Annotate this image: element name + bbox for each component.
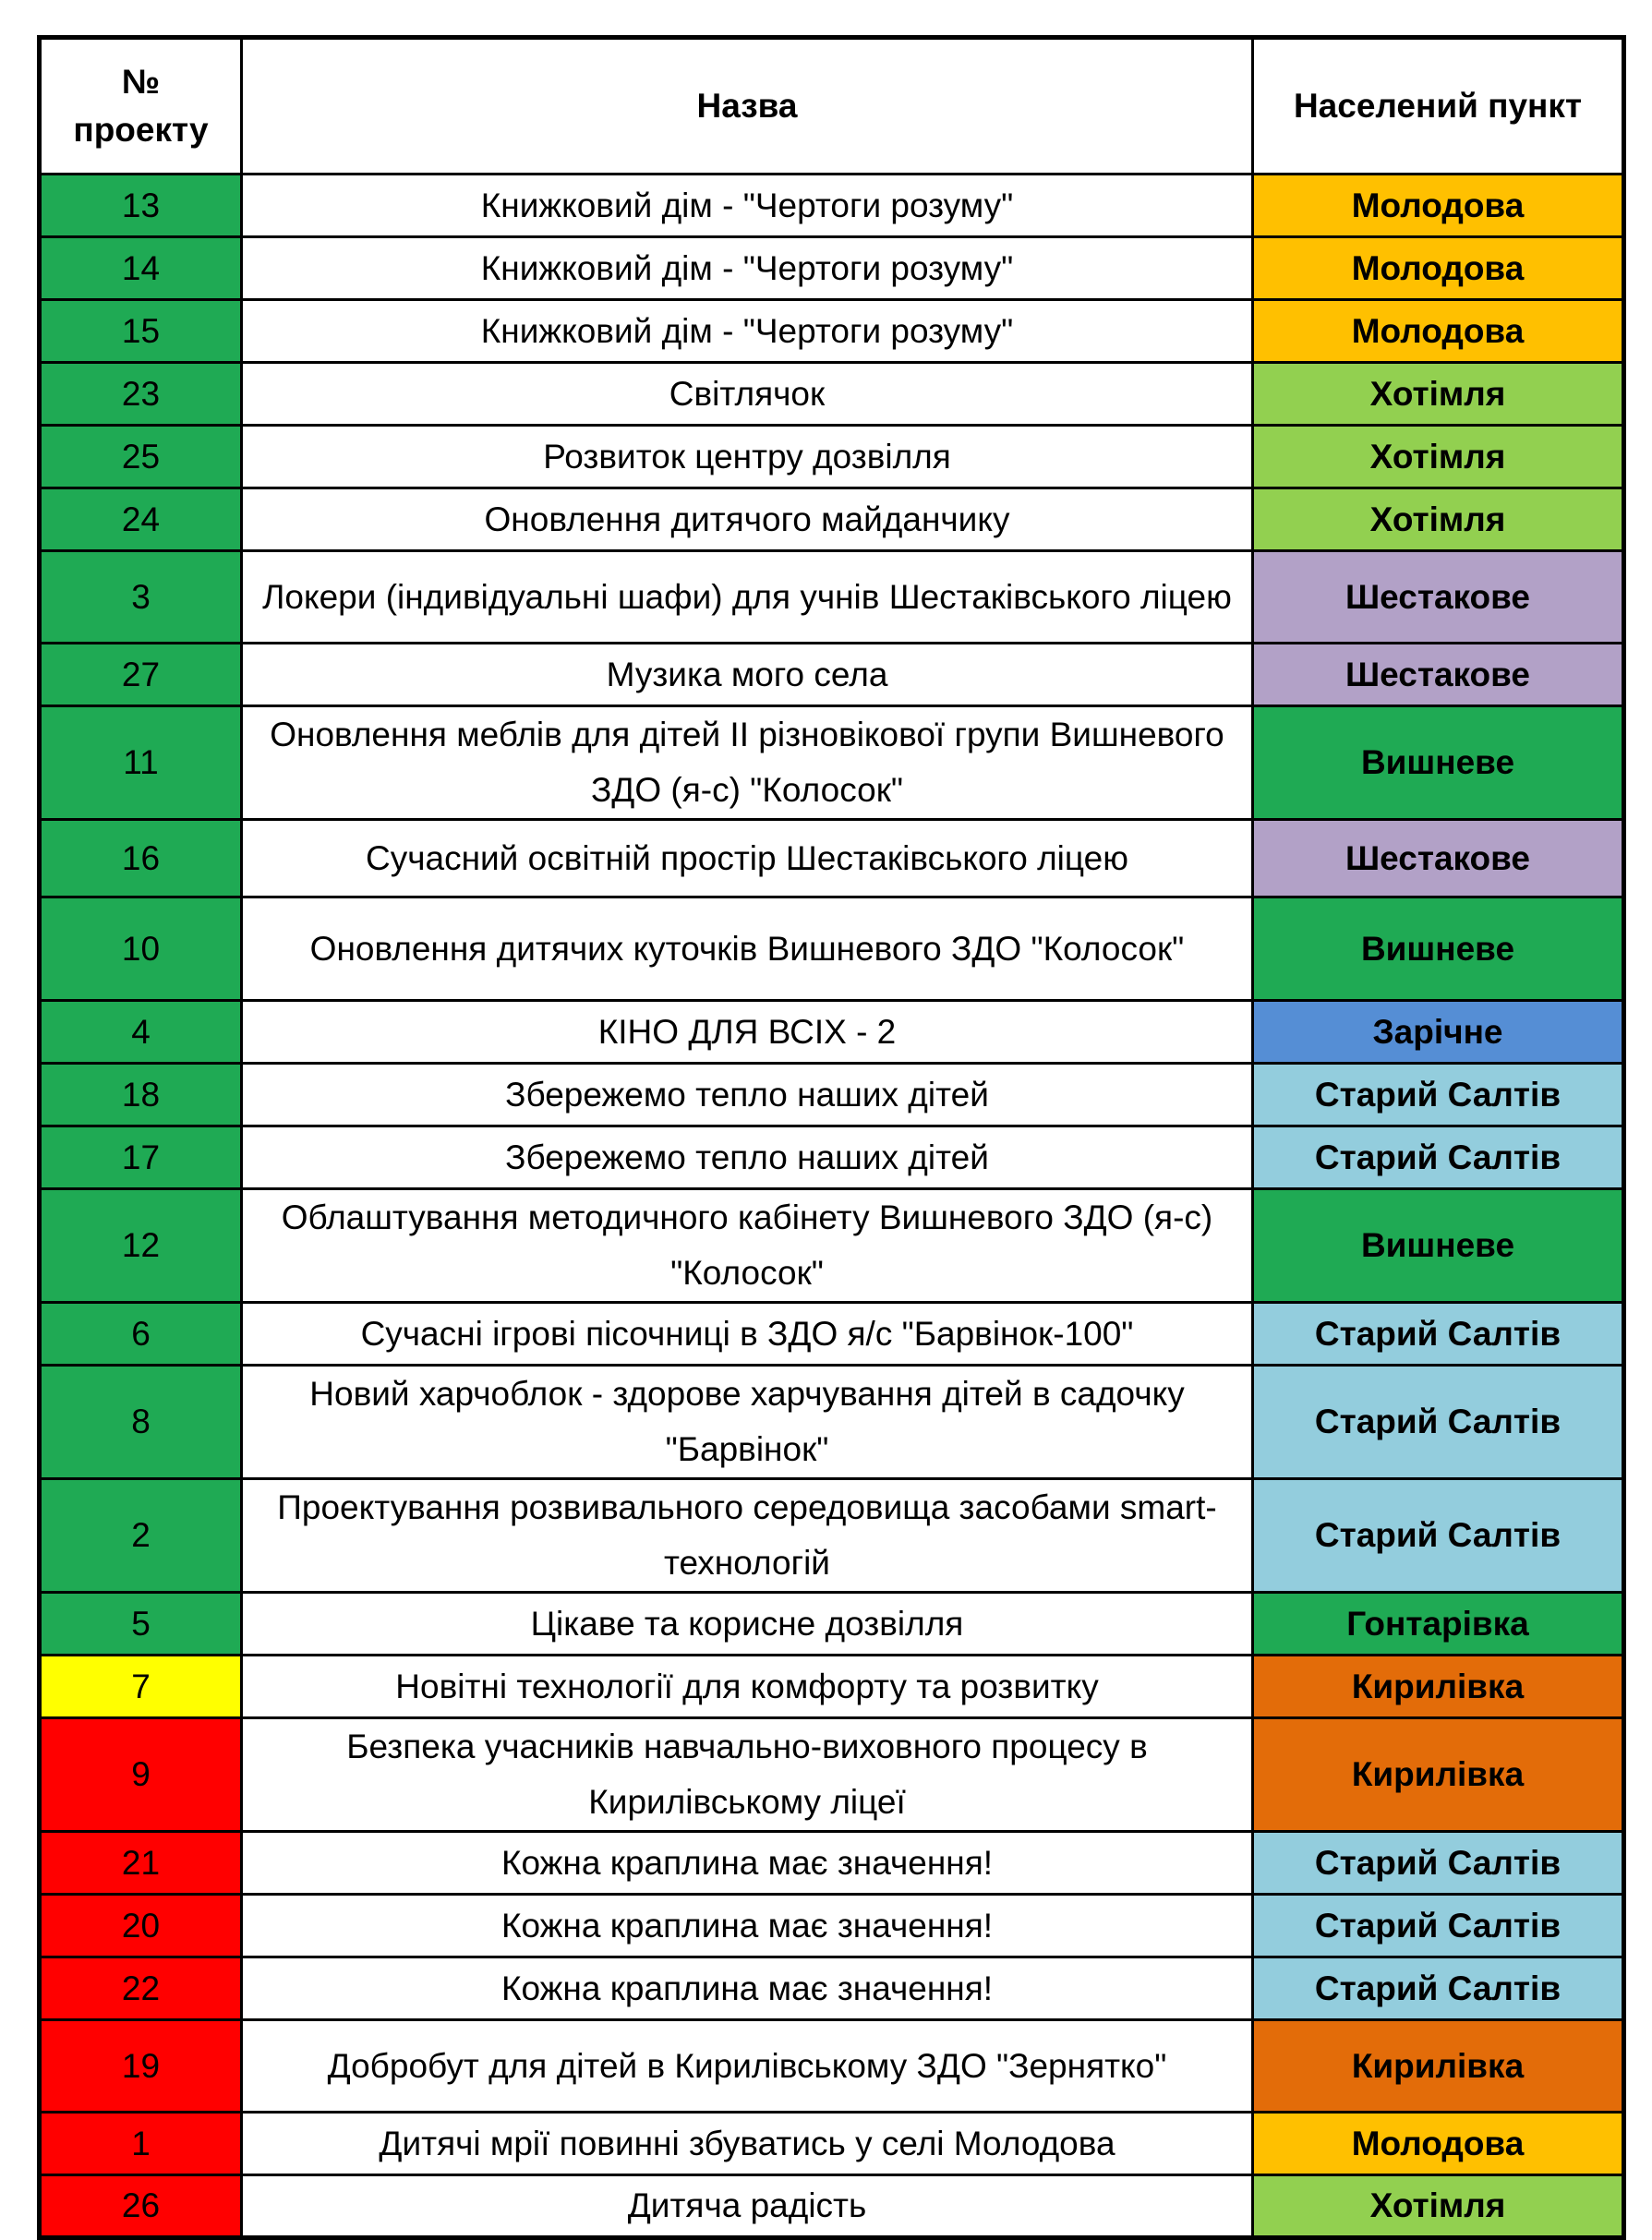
settlement-cell: Гонтарівка — [1253, 1593, 1624, 1656]
table-row — [40, 1895, 1624, 1957]
table-row — [40, 1366, 1624, 1479]
table-row — [40, 820, 1624, 897]
project-name-cell: Книжковий дім - "Чертоги розуму" — [242, 175, 1253, 237]
project-number-cell: 26 — [40, 2175, 242, 2238]
header-settlement: Населений пункт — [1253, 38, 1624, 175]
project-name-cell: Облаштування методичного кабінету Вишневого ЗДО (я-с) "Колосок" — [242, 1189, 1253, 1303]
project-number-cell: 25 — [40, 426, 242, 488]
settlement-cell: Старий Салтів — [1253, 1895, 1624, 1957]
project-name-cell: КІНО ДЛЯ ВСІХ - 2 — [242, 1001, 1253, 1064]
project-name-cell: Сучасні ігрові пісочниці в ЗДО я/с "Барвінок-100" — [242, 1303, 1253, 1366]
project-number-cell: 24 — [40, 488, 242, 551]
settlement-cell: Вишневе — [1253, 706, 1624, 820]
project-name-cell: Збережемо тепло наших дітей — [242, 1126, 1253, 1189]
table-row — [40, 1718, 1624, 1832]
settlement-cell: Молодова — [1253, 300, 1624, 363]
table-row — [40, 426, 1624, 488]
project-name-cell: Добробут для дітей в Кирилівському ЗДО "Зернятко" — [242, 2020, 1253, 2113]
settlement-cell: Зарічне — [1253, 1001, 1624, 1064]
table-row — [40, 2020, 1624, 2113]
table-row — [40, 1001, 1624, 1064]
project-number-cell: 19 — [40, 2020, 242, 2113]
project-name-cell: Новітні технології для комфорту та розвитку — [242, 1656, 1253, 1718]
project-name-cell: Кожна краплина має значення! — [242, 1832, 1253, 1895]
settlement-cell: Старий Салтів — [1253, 1303, 1624, 1366]
project-name-cell: Проектування розвивального середовища засобами smart-технологій — [242, 1479, 1253, 1593]
settlement-cell: Вишневе — [1253, 897, 1624, 1001]
table-row — [40, 1126, 1624, 1189]
project-name-cell: Оновлення дитячого майданчику — [242, 488, 1253, 551]
project-name-cell: Світлячок — [242, 363, 1253, 426]
table-row — [40, 1656, 1624, 1718]
settlement-cell: Старий Салтів — [1253, 1479, 1624, 1593]
settlement-cell: Хотімля — [1253, 488, 1624, 551]
project-number-cell: 8 — [40, 1366, 242, 1479]
settlement-cell: Шестакове — [1253, 644, 1624, 706]
table-row — [40, 1479, 1624, 1593]
project-name-cell: Локери (індивідуальні шафи) для учнів Шестаківського ліцею — [242, 551, 1253, 644]
project-number-cell: 16 — [40, 820, 242, 897]
project-number-cell: 1 — [40, 2113, 242, 2175]
table-row — [40, 488, 1624, 551]
project-number-cell: 6 — [40, 1303, 242, 1366]
settlement-cell: Старий Салтів — [1253, 1126, 1624, 1189]
table-row — [40, 363, 1624, 426]
table-row — [40, 1957, 1624, 2020]
table-row — [40, 551, 1624, 644]
table-row — [40, 897, 1624, 1001]
project-name-cell: Кожна краплина має значення! — [242, 1957, 1253, 2020]
project-number-cell: 27 — [40, 644, 242, 706]
table-row — [40, 1832, 1624, 1895]
project-number-cell: 14 — [40, 237, 242, 300]
project-name-cell: Дитяча радість — [242, 2175, 1253, 2238]
settlement-cell: Вишневе — [1253, 1189, 1624, 1303]
settlement-cell: Старий Салтів — [1253, 1366, 1624, 1479]
header-row — [40, 38, 1624, 175]
table-row — [40, 2113, 1624, 2175]
project-name-cell: Дитячі мрії повинні збуватись у селі Молодова — [242, 2113, 1253, 2175]
settlement-cell: Хотімля — [1253, 2175, 1624, 2238]
table-row — [40, 644, 1624, 706]
table-row — [40, 706, 1624, 820]
project-name-cell: Музика мого села — [242, 644, 1253, 706]
table-row — [40, 300, 1624, 363]
settlement-cell: Шестакове — [1253, 820, 1624, 897]
project-number-cell: 13 — [40, 175, 242, 237]
settlement-cell: Молодова — [1253, 237, 1624, 300]
header-number: № проекту — [40, 38, 242, 175]
project-number-cell: 4 — [40, 1001, 242, 1064]
project-number-cell: 10 — [40, 897, 242, 1001]
project-name-cell: Цікаве та корисне дозвілля — [242, 1593, 1253, 1656]
table-body — [40, 175, 1624, 2238]
project-name-cell: Сучасний освітній простір Шестаківського ліцею — [242, 820, 1253, 897]
table-row — [40, 237, 1624, 300]
project-name-cell: Оновлення меблів для дітей ІІ різновікової групи Вишневого ЗДО (я-с) "Колосок" — [242, 706, 1253, 820]
settlement-cell: Старий Салтів — [1253, 1957, 1624, 2020]
project-number-cell: 7 — [40, 1656, 242, 1718]
settlement-cell: Молодова — [1253, 175, 1624, 237]
project-number-cell: 15 — [40, 300, 242, 363]
table-row — [40, 2175, 1624, 2238]
settlement-cell: Хотімля — [1253, 363, 1624, 426]
table-row — [40, 1593, 1624, 1656]
project-name-cell: Книжковий дім - "Чертоги розуму" — [242, 237, 1253, 300]
project-name-cell: Розвиток центру дозвілля — [242, 426, 1253, 488]
settlement-cell: Старий Салтів — [1253, 1832, 1624, 1895]
table-row — [40, 175, 1624, 237]
settlement-cell: Молодова — [1253, 2113, 1624, 2175]
project-number-cell: 3 — [40, 551, 242, 644]
settlement-cell: Старий Салтів — [1253, 1064, 1624, 1126]
settlement-cell: Кирилівка — [1253, 1656, 1624, 1718]
project-name-cell: Безпека учасників навчально-виховного процесу в Кирилівському ліцеї — [242, 1718, 1253, 1832]
project-number-cell: 22 — [40, 1957, 242, 2020]
settlement-cell: Шестакове — [1253, 551, 1624, 644]
project-number-cell: 5 — [40, 1593, 242, 1656]
project-number-cell: 9 — [40, 1718, 242, 1832]
settlement-cell: Хотімля — [1253, 426, 1624, 488]
project-number-cell: 11 — [40, 706, 242, 820]
project-name-cell: Книжковий дім - "Чертоги розуму" — [242, 300, 1253, 363]
table-row — [40, 1189, 1624, 1303]
settlement-cell: Кирилівка — [1253, 2020, 1624, 2113]
project-name-cell: Новий харчоблок - здорове харчування дітей в садочку "Барвінок" — [242, 1366, 1253, 1479]
table-row — [40, 1303, 1624, 1366]
project-name-cell: Кожна краплина має значення! — [242, 1895, 1253, 1957]
project-name-cell: Оновлення дитячих куточків Вишневого ЗДО "Колосок" — [242, 897, 1253, 1001]
project-number-cell: 18 — [40, 1064, 242, 1126]
settlement-cell: Кирилівка — [1253, 1718, 1624, 1832]
header-name: Назва — [242, 38, 1253, 175]
projects-table — [37, 35, 1626, 2240]
project-name-cell: Збережемо тепло наших дітей — [242, 1064, 1253, 1126]
project-number-cell: 20 — [40, 1895, 242, 1957]
project-number-cell: 2 — [40, 1479, 242, 1593]
project-number-cell: 12 — [40, 1189, 242, 1303]
table-row — [40, 1064, 1624, 1126]
project-number-cell: 21 — [40, 1832, 242, 1895]
project-number-cell: 17 — [40, 1126, 242, 1189]
project-number-cell: 23 — [40, 363, 242, 426]
